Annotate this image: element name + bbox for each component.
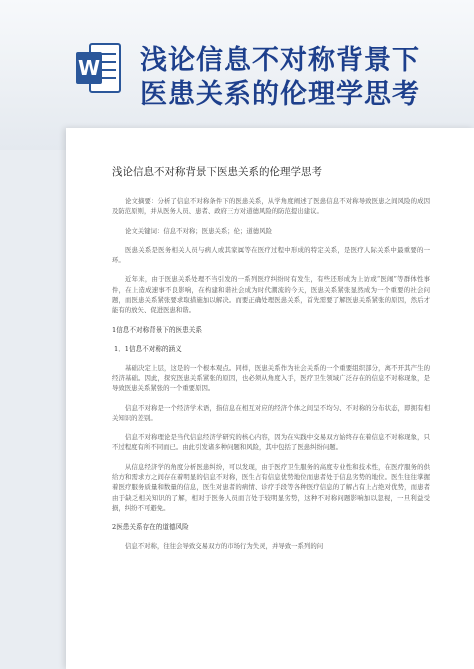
banner-title-line-2: 医患关系的伦理学思考 — [140, 79, 420, 110]
subsection-heading: 1．1信息不对称的涵义 — [114, 344, 182, 353]
keywords-paragraph: 论文关键词：信息不对称；医患关系；伦；道德风险 — [125, 226, 272, 235]
document-title: 浅论信息不对称背景下医患关系的伦理学思考 — [112, 166, 322, 178]
body-paragraph: 从信息经济学的角度分析医患纠纷，可以发现，由于医疗卫生服务的高度专业性和技术性，在医疗服务的供给方和需求方之间存在着明显的信息不对称，医生占有信息优势地位而患者处于信息劣势的地位。医生往往掌握着医疗服务质量和数量的信息，医生对患者的病情、诊疗手段等各种医疗信息的了解占有上占绝对优势，而患者由于缺乏相关知识的了解，相对于医务人员而言处于较明显劣势，这种不对称问题影响加以忽视，一旦利益受损，纠纷不可避免。 — [112, 462, 430, 512]
body-paragraph: 信息不对称是一个经济学术语，指信息在相互对应的经济个体之间呈不均匀、不对称的分布状态，即拥有相关知识的差别。 — [112, 403, 430, 422]
body-paragraph: 基础决定上层，这是的一个根本观点。同样，医患关系作为社会关系的一个重要组织部分，离不开其产生的经济基础。因此，探究医患关系紧张的原因，也必须从角度入手，医疗卫生领域广泛存在的信息不对称现象，是导致医患关系紧张的一个重要原因。 — [112, 363, 430, 393]
document-page — [66, 128, 474, 669]
body-paragraph: 信息不对称，往往会导致交易双方的市场行为失灵，并导致一系列的问 — [125, 542, 324, 551]
abstract-paragraph: 论文摘要：分析了信息不对称条件下的医患关系，从学角度阐述了医患信息不对称导致医患之间风险的成因及防范原则，并从医务人员、患者、政府三方对道德风险的防范提出建议。 — [112, 197, 430, 216]
body-paragraph: 医患关系是医务相关人员与病人或其家属等在医疗过程中形成的特定关系，是医疗人际关系中最重要的一环。 — [112, 245, 430, 265]
body-paragraph: 信息不对称理论是当代信息经济学研究的核心内容，因为在实践中交易双方始终存在着信息不对称现象，只不过程度有所不同而已。由此引发诸多种问题和风险，其中包括了医患纠纷问题。 — [112, 433, 430, 452]
body-paragraph: 近年来，由于医患关系处理不当引发的一系列医疗纠纷时有发生，有些还形成为上访或“医闹”等群体性事件，在上造成速事不良影响，在构建和谐社会成为时代潮流的今天，医患关系紧张显然成为一个重要的社会问题，而医患关系紧张要求取措施加以解决。而要正确处理医患关系，首先需要了解医患关系紧张的原因，然后才能有的放矢、促进医患和谐。 — [112, 275, 430, 315]
section-heading: 1信息不对称背景下的医患关系 — [112, 325, 202, 334]
word-logo-letter: W — [77, 56, 101, 80]
document-body — [112, 164, 430, 561]
section-heading: 2医患关系存在的道德风险 — [112, 523, 189, 532]
banner-title-line-1: 浅论信息不对称背景下 — [140, 45, 420, 76]
word-document-icon — [76, 40, 122, 96]
